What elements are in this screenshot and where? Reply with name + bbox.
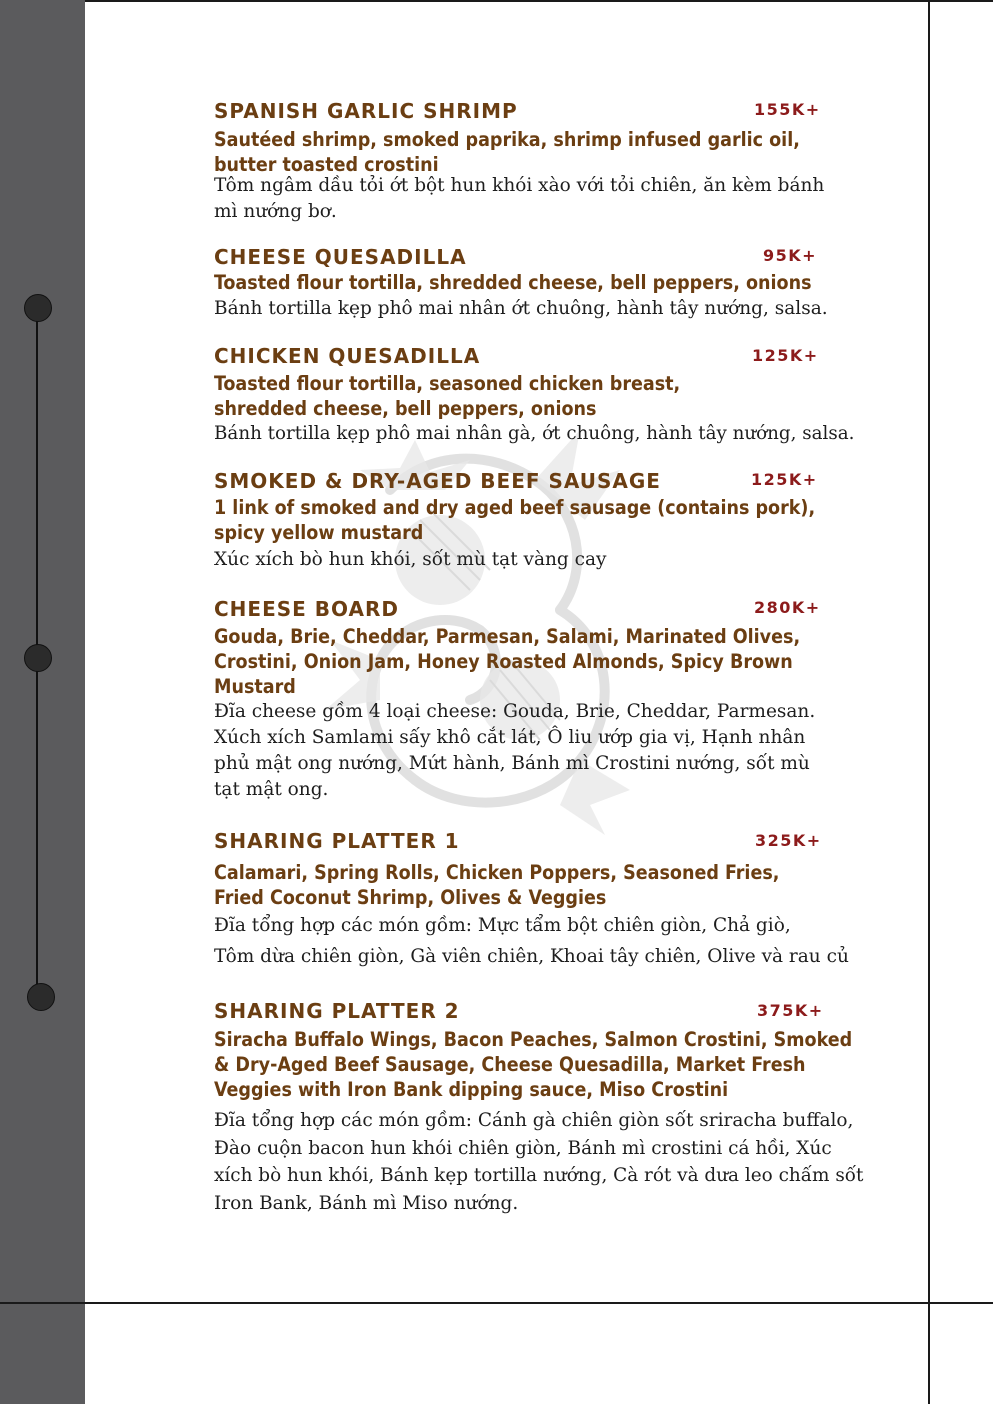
item-description-en: 1 link of smoked and dry aged beef sausage (contains pork), spicy yellow mustard — [214, 496, 816, 544]
item-price: 280K+ — [754, 598, 821, 617]
bottom-rule — [0, 1302, 993, 1304]
binder-ring-bottom-icon — [27, 983, 55, 1011]
item-price: 95K+ — [763, 246, 818, 265]
item-description-en: Calamari, Spring Rolls, Chicken Poppers, Seasoned Fries, Fried Coconut Shrimp, Olives & Veggies — [214, 861, 780, 909]
item-description-vi: Tôm ngâm dầu tỏi ớt bột hun khói xào với tỏi chiên, ăn kèm bánh mì nướng bơ. — [214, 175, 825, 222]
item-price: 125K+ — [751, 470, 818, 489]
item-description-en: Toasted flour tortilla, seasoned chicken breast, shredded cheese, bell peppers, onions — [214, 372, 681, 420]
item-description-vi: Đĩa tổng hợp các món gồm: Mực tẩm bột chiên giòn, Chả giò, Tôm dừa chiên giòn, Gà viên chiên, Khoai tây chiên, Olive và rau củ — [214, 915, 849, 967]
item-description-en: Sautéed shrimp, smoked paprika, shrimp infused garlic oil, butter toasted crostini — [214, 128, 800, 176]
item-price: 325K+ — [755, 831, 822, 850]
item-name: CHICKEN QUESADILLA — [214, 344, 481, 368]
item-description-vi: Đĩa tổng hợp các món gồm: Cánh gà chiên giòn sốt sriracha buffalo, Đào cuộn bacon hun khói chiên giòn, Bánh mì crostini cá hồi, Xúc xích bò hun khói, Bánh kẹp tortilla nướng, Cà rót và dưa leo chấm sốt Iron Bank, Bánh mì Miso nướng. — [214, 1110, 864, 1214]
item-name: SHARING PLATTER 1 — [214, 829, 460, 853]
item-name: SHARING PLATTER 2 — [214, 999, 460, 1023]
binder-ring-top-icon — [24, 294, 52, 322]
top-rule — [85, 0, 993, 2]
item-description-vi: Bánh tortilla kẹp phô mai nhân ớt chuông, hành tây nướng, salsa. — [214, 298, 828, 319]
item-description-en: Gouda, Brie, Cheddar, Parmesan, Salami, Marinated Olives, Crostini, Onion Jam, Honey Roasted Almonds, Spicy Brown Mustard — [214, 625, 801, 698]
item-name: CHEESE QUESADILLA — [214, 245, 467, 269]
item-price: 375K+ — [757, 1001, 824, 1020]
left-binder-band — [0, 0, 85, 1404]
item-description-vi: Xúc xích bò hun khói, sốt mù tạt vàng cay — [214, 549, 607, 570]
item-description-en: Siracha Buffalo Wings, Bacon Peaches, Salmon Crostini, Smoked & Dry-Aged Beef Sausage, Cheese Quesadilla, Market Fresh Veggies with Iron Bank dipping sauce, Miso Crostini — [214, 1028, 853, 1101]
item-description-vi: Đĩa cheese gồm 4 loại cheese: Gouda, Brie, Cheddar, Parmesan. Xúch xích Samlami sấy khô cắt lát, Ô liu ướp gia vị, Hạnh nhân phủ mật ong nướng, Mứt hành, Bánh mì Crostini nướng, sốt mù tạt mật ong. — [214, 701, 816, 800]
item-price: 155K+ — [754, 100, 821, 119]
item-description-vi: Bánh tortilla kẹp phô mai nhân gà, ớt chuông, hành tây nướng, salsa. — [214, 423, 855, 444]
item-name: SMOKED & DRY-AGED BEEF SAUSAGE — [214, 469, 661, 493]
right-rule — [928, 0, 930, 1404]
item-name: SPANISH GARLIC SHRIMP — [214, 99, 518, 123]
item-name: CHEESE BOARD — [214, 597, 399, 621]
binder-ring-middle-icon — [24, 644, 52, 672]
item-price: 125K+ — [752, 346, 819, 365]
item-description-en: Toasted flour tortilla, shredded cheese, bell peppers, onions — [214, 271, 812, 294]
